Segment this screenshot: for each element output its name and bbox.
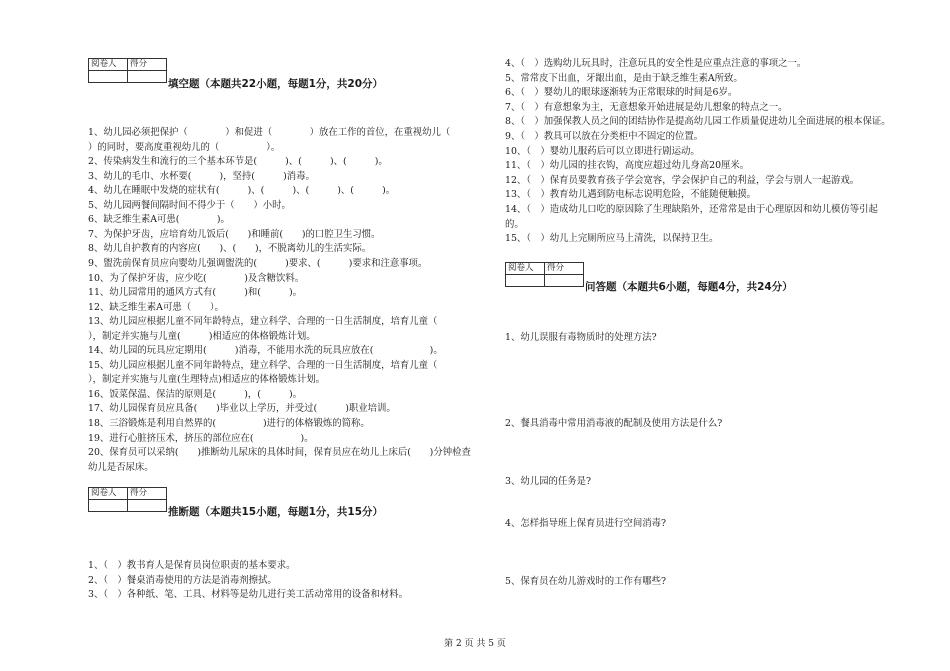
judge-question-line: 7、（ ）有意想象为主，无意想象开始进展是幼儿想象的特点之一。: [505, 101, 788, 113]
judge-question-line: 9、（ ）教具可以放在分类柜中不固定的位置。: [505, 131, 704, 142]
judge-section-title: 推断题（本题共15小题，每题1分，共15分）: [168, 506, 384, 518]
qa-question: 3、幼儿园的任务是?: [505, 476, 591, 487]
fill-question-line: 12、缺乏维生素A可患（ ）。: [88, 301, 224, 313]
score-box-judge: [88, 487, 167, 512]
fill-question-line: 15、幼儿园应根据儿童不同年龄特点，建立科学、合理的一日生活制度，培育儿童（: [88, 359, 438, 371]
qa-question: 5、保育员在幼儿游戏时的工作有哪些?: [505, 576, 666, 587]
score-label: 得分: [128, 488, 167, 500]
reviewer-label: 阅卷人: [89, 59, 128, 71]
reviewer-cell: [89, 71, 128, 83]
score-label: 得分: [128, 59, 167, 71]
fill-question-line: 19、进行心脏挤压术，挤压的部位应在( )。: [88, 432, 314, 444]
judge-question-line: 10、（ ）婴幼儿服药后可以立即进行剧运动。: [505, 145, 700, 157]
fill-question-line: 6、缺乏维生素A可患( )。: [88, 214, 230, 226]
qa-question: 4、怎样指导班上保育员进行空间消毒?: [505, 518, 666, 529]
qa-question: 1、幼儿误服有毒物质时的处理方法?: [505, 332, 657, 343]
fill-question-line: 9、盥洗前保育员应向婴幼儿强调盥洗的( )要求、( )要求和注意事项。: [88, 257, 428, 269]
qa-section-title: 问答题（本题共6小题，每题4分，共24分）: [585, 281, 793, 293]
score-cell: [128, 71, 167, 83]
fill-question-line: ），制定并实施与儿童(生理特点)相适应的体格锻炼计划。: [88, 374, 325, 386]
page-footer: 第 2 页 共 5 页: [444, 639, 506, 649]
fill-question-line: 17、幼儿园保育员应具备( )毕业以上学历，并受过( )职业培训。: [88, 403, 396, 415]
judge-question-line: 11、（ ）幼儿园的挂衣钩，高度应超过幼儿身高20厘米。: [505, 160, 750, 172]
score-label: 得分: [545, 263, 584, 275]
judge-question-line: 3、（ ）各种纸、笔、工具、材料等是幼儿进行美工活动常用的设备和材料。: [88, 589, 409, 600]
judge-question-line: 1、（ ）教书育人是保育员岗位职责的基本要求。: [88, 560, 296, 571]
judge-question-line: 13、（ ）教育幼儿遇到防电标志说明危险，不能随便触摸。: [505, 189, 756, 201]
score-cell: [545, 275, 584, 287]
judge-question-line: 6、（ ）婴幼儿的眼球逐渐转为正常眼球的时间是6岁。: [505, 87, 738, 99]
fill-question-line: 13、幼儿园应根据儿童不同年龄特点，建立科学、合理的一日生活制度，培育儿童（: [88, 316, 438, 328]
fill-question-line: 8、幼儿自护教育的内容应( )、( )，不脱离幼儿的生活实际。: [88, 243, 372, 255]
judge-question-line: 12、（ ）保育员要教育孩子学会宽容，学会保护自己的利益，学会与别人一起游戏。: [505, 174, 860, 186]
fill-question-line: ），制定并实施与儿童( )相适应的体格锻炼计划。: [88, 330, 316, 342]
qa-question: 2、餐具消毒中常用消毒液的配制及使用方法是什么?: [505, 418, 723, 429]
judge-question-line: 的。: [505, 218, 524, 230]
fill-section-title: 填空题（本题共22小题，每题1分，共20分）: [168, 78, 384, 90]
fill-question-line: 11、幼儿园常用的通风方式有( )和( )。: [88, 287, 303, 299]
fill-question-line: 14、幼儿园的玩具应定期用( )消毒，不能用水洗的玩具应放在( )。: [88, 345, 443, 357]
judge-question-line: 14、（ ）造成幼儿口吃的原因除了生理缺陷外，还常常是由于心理原因和幼儿模仿等引起: [505, 204, 878, 215]
fill-question-line: 16、饭菜保温、保洁的原则是( )，( )。: [88, 388, 303, 400]
judge-question-line: 5、常常皮下出血，牙龈出血，是由于缺乏维生素A所致。: [505, 72, 743, 84]
judge-question-line: 15、（ ）幼儿上完厕所应马上清洗，以保持卫生。: [505, 233, 719, 245]
fill-question-line: 3、幼儿的毛巾、水杯要( )，坚持( )消毒。: [88, 170, 315, 182]
fill-question-line: 5、幼儿园两餐间隔时间不得少于（ ）小时。: [88, 199, 291, 211]
score-cell: [128, 500, 167, 512]
judge-question-line: 8、（ ）加强保教人员之间的团结协作是提高幼儿园工作质量促进幼儿全面进展的根本保证。: [505, 116, 891, 128]
reviewer-cell: [506, 275, 545, 287]
fill-question-line: ）的同时，要高度重视幼儿的（ ）。: [88, 141, 281, 153]
reviewer-cell: [89, 500, 128, 512]
score-box-fill: [88, 58, 167, 83]
fill-question-line: 2、传染病发生和流行的三个基本环节是( )、( )、( )。: [88, 156, 388, 168]
judge-question-line: 4、（ ）选购幼儿玩具时，注意玩具的安全性是应重点注意的事项之一。: [505, 58, 807, 69]
reviewer-label: 阅卷人: [506, 263, 545, 275]
fill-question-line: 7、为保护牙齿，应培育幼儿饭后( )和睡前( )的口腔卫生习惯。: [88, 228, 381, 240]
fill-question-line: 10、为了保护牙齿，应少吃( )及含糖饮料。: [88, 272, 305, 284]
fill-question-line: 4、幼儿在睡眠中发烧的症状有( )、( )、( )、( )。: [88, 185, 396, 197]
reviewer-label: 阅卷人: [89, 488, 128, 500]
score-box-qa: [505, 262, 584, 287]
fill-question-line: 18、三浴锻炼是利用自然界的( )进行的体格锻炼的简称。: [88, 418, 370, 429]
fill-question-line: 1、幼儿园必须把保护（ ）和促进（ ）放在工作的首位，在重视幼儿（: [88, 127, 451, 138]
fill-question-line: 幼儿是否尿床。: [88, 461, 154, 473]
fill-question-line: 20、保育员可以采纳( )推断幼儿尿床的具体时间，保育员应在幼儿上床后( )分钟检查: [88, 447, 471, 459]
judge-question-line: 2、（ ）餐桌消毒使用的方法是消毒剂擦拭。: [88, 574, 277, 586]
